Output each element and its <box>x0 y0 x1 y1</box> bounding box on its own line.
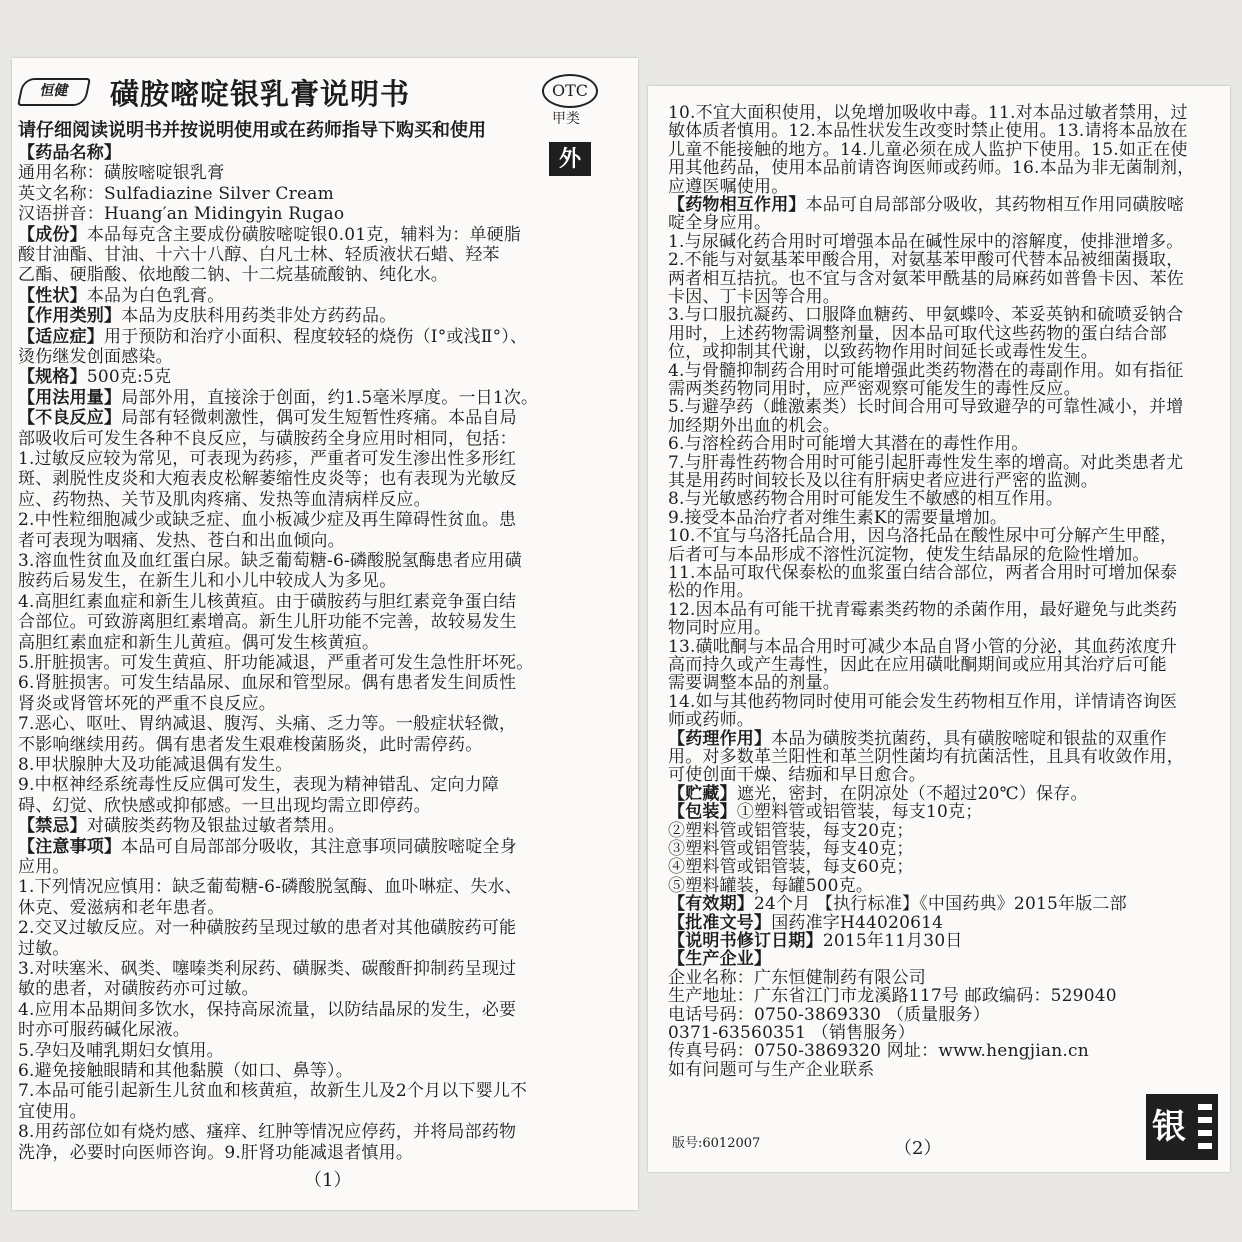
text-line <box>18 142 121 164</box>
version-number: 版号:6012007 <box>672 1136 761 1151</box>
text-line: 12.因本品有可能干扰青霉素类药物的杀菌作用，最好避免与此类药 <box>668 599 1178 620</box>
text-line: 【适应症】用于预防和治疗小面积、程度较轻的烧伤（Ⅰ°或浅Ⅱ°）、 <box>18 326 528 347</box>
text-line: 啶全身应用。 <box>668 213 772 234</box>
text-line: 1.过敏反应较为常见，可表现为药疹，严重者可发生渗出性多形红 <box>18 449 517 469</box>
text-line: 6.与溶栓药合用时可能增大其潜在的毒性作用。 <box>668 434 1029 455</box>
section-heading: 【药物相互作用】 <box>668 195 806 215</box>
section-heading: 【生产企业】 <box>668 949 772 970</box>
section-heading: 【包装】 <box>668 802 737 823</box>
text-line: 不影响继续用药。偶有患者发生艰难梭菌肠炎，此时需停药。 <box>18 734 483 755</box>
text-line: 敏体质者慎用。12.本品性状发生改变时禁止使用。13.请将本品放在 <box>668 121 1188 142</box>
text-line: 用时，上述药物需调整剂量，因本品可取代这些药物的蛋白结合部 <box>668 323 1167 344</box>
text-line: 休克、爱滋病和老年患者。 <box>18 897 225 918</box>
page-number-1: （1） <box>304 1170 352 1191</box>
usage-notice: 请仔细阅读说明书并按说明使用或在药师指导下购买和使用 <box>18 120 486 141</box>
text-line: 时亦可服药碱化尿液。 <box>18 1020 190 1041</box>
text-line: 10.不宜大面积使用，以免增加吸收中毒。11.对本品过敏者禁用，过 <box>668 103 1188 123</box>
text-line: 3.与口服抗凝药、口服降血糖药、甲氨蝶呤、苯妥英钠和硫喷妥钠合 <box>668 305 1184 326</box>
text-line: 7.本品可能引起新生儿贫血和核黄疸，故新生儿及2个月以下婴儿不 <box>18 1081 528 1102</box>
text-line: 位，或抑制其代谢，以致药物作用时间延长或毒性发生。 <box>668 342 1098 363</box>
text-line: 敏的患者，对磺胺药亦可过敏。 <box>18 979 259 1000</box>
text-line: 物同时应用。 <box>668 618 772 639</box>
text-line: 烫伤继发创面感染。 <box>18 347 173 367</box>
section-heading: 【性状】 <box>18 285 87 306</box>
text-line: 11.本品可取代保泰松的血浆蛋白结合部位，两者合用时可增加保泰 <box>668 563 1178 583</box>
text-line: 5.肝脏损害。可发生黄疸、肝功能减退，严重者可发生急性肝坏死。 <box>18 653 534 673</box>
section-heading: 【注意事项】 <box>18 836 122 857</box>
text-line: 【成份】本品每克含主要成份磺胺嘧啶银0.01克，辅料为：单硬脂 <box>18 224 522 245</box>
text-line: 后者可与本品形成不溶性沉淀物，使发生结晶尿的危险性增加。 <box>668 544 1150 565</box>
text-line: 儿童不能接触的地方。14.儿童必须在成人监护下使用。15.如正在使 <box>668 139 1188 160</box>
text-line: 通用名称：磺胺嘧啶银乳膏 <box>18 163 225 184</box>
badge-bars-icon <box>1198 1104 1212 1150</box>
text-line: 1.下列情况应慎用：缺乏葡萄糖-6-磷酸脱氢酶、血卟啉症、失水、 <box>18 877 522 898</box>
text-line: 2.中性粒细胞减少或缺乏症、血小板减少症及再生障碍性贫血。患 <box>18 510 517 531</box>
text-line: 8.甲状腺肿大及功能减退偶有发生。 <box>18 755 293 775</box>
section-heading: 【贮藏】 <box>668 783 737 804</box>
text-line: 应遵医嘱使用。 <box>668 176 789 197</box>
section-heading: 【不良反应】 <box>18 408 122 429</box>
text-line: 6.避免接触眼睛和其他黏膜（如口、鼻等）。 <box>18 1061 353 1081</box>
text-line: 斑、剥脱性皮炎和大疱表皮松解萎缩性皮炎等；也有表现为光敏反 <box>18 469 517 490</box>
text-line: 【贮藏】遮光，密封，在阴凉处（不超过20℃）保存。 <box>668 783 1088 804</box>
text-line: 3.对呋塞米、砜类、噻嗪类利尿药、磺脲类、碳酸酐抑制药呈现过 <box>18 959 517 979</box>
text-line: 2.不能与对氨基苯甲酸合用，对氨基苯甲酸可代替本品被细菌摄取， <box>668 250 1184 271</box>
text-line: 部吸收后可发生各种不良反应，与磺胺药全身应用时相同，包括： <box>18 428 517 449</box>
text-line: 【作用类别】本品为皮肤科用药类非处方药药品。 <box>18 306 397 327</box>
section-heading: 【成份】 <box>18 224 87 245</box>
text-line: 可使创面干燥、结痂和早日愈合。 <box>668 765 926 786</box>
text-line: 4.应用本品期间多饮水，保持高尿流量，以防结晶尿的发生，必要 <box>18 999 517 1020</box>
leaflet-page-2 <box>648 86 1230 1172</box>
text-line: 【包装】①塑料管或铝管装，每支10克； <box>668 802 983 823</box>
text-line: 8.用药部位如有烧灼感、瘙痒、红肿等情况应停药，并将局部药物 <box>18 1122 517 1143</box>
text-line: 英文名称：Sulfadiazine Silver Cream <box>18 183 334 204</box>
text-line: 7.恶心、呕吐、胃纳减退、腹泻、头痛、乏力等。一般症状轻微， <box>18 714 517 735</box>
text-line: 【禁忌】对磺胺类药物及银盐过敏者禁用。 <box>18 816 345 837</box>
otc-badge: OTC <box>542 74 598 108</box>
text-line: 【药物相互作用】本品可自局部部分吸收，其药物相互作用同磺胺嘧 <box>668 195 1185 215</box>
text-line: 者可表现为咽痛、发热、苍白和出血倾向。 <box>18 530 345 551</box>
text-line: 合部位。可致游离胆红素增高。新生儿肝功能不完善，故较易发生 <box>18 612 517 633</box>
section-heading: 【用法用量】 <box>18 387 122 408</box>
text-line: 用其他药品，使用本品前请咨询医师或药师。16.本品为非无菌制剂， <box>668 158 1195 179</box>
text-line: 企业名称：广东恒健制药有限公司 <box>668 967 926 988</box>
text-line: 13.磺吡酮与本品合用时可减少本品自肾小管的分泌，其血药浓度升 <box>668 636 1178 657</box>
text-line: 1.与尿碱化药合用时可增强本品在碱性尿中的溶解度，使排泄增多。 <box>668 231 1184 252</box>
text-line: 【说明书修订日期】2015年11月30日 <box>668 931 963 951</box>
text-line: 4.与骨髓抑制药合用时可能增强此类药物潜在的毒副作用。如有指征 <box>668 360 1184 381</box>
text-line: 其是用药时间较长及以往有肝病史者应进行严密的监测。 <box>668 471 1098 491</box>
document-title: 磺胺嘧啶银乳膏说明书 <box>110 77 411 111</box>
text-line: 碍、幻觉、欣快感或抑郁感。一旦出现均需立即停药。 <box>18 795 431 816</box>
text-line: 宜使用。 <box>18 1101 87 1122</box>
text-line: 【性状】本品为白色乳膏。 <box>18 285 225 306</box>
text-line: 【规格】500克:5克 <box>18 367 172 388</box>
text-line: 5.孕妇及哺乳期妇女慎用。 <box>18 1040 224 1061</box>
brand-logo: 恒健 <box>17 78 91 106</box>
text-line: 传真号码：0750-3869320 网址：www.hengjian.cn <box>668 1041 1089 1062</box>
page-number-2: （2） <box>894 1138 942 1159</box>
text-line: ⑤塑料罐装，每罐500克。 <box>668 875 874 896</box>
text-line: ④塑料管或铝管装，每支60克； <box>668 857 914 878</box>
text-line: 如有问题可与生产企业联系 <box>668 1059 875 1080</box>
text-line: 【批准文号】国药准字H44020614 <box>668 912 944 933</box>
text-line: 需要调整本品的剂量。 <box>668 673 840 694</box>
text-line: 加经期外出血的机会。 <box>668 415 840 436</box>
text-line: 3.溶血性贫血及血红蛋白尿。缺乏葡萄糖-6-磷酸脱氢酶患者应用磺 <box>18 551 522 571</box>
text-line: 6.肾脏损害。可发生结晶尿、血尿和管型尿。偶有患者发生间质性 <box>18 673 517 694</box>
text-line: 两者相互拮抗。也不宜与含对氨苯甲酰基的局麻药如普鲁卡因、苯佐 <box>668 268 1184 289</box>
text-line: 8.与光敏感药物合用时可能发生不敏感的相互作用。 <box>668 489 1064 510</box>
text-line: 电话号码：0750-3869330 （质量服务） <box>668 1004 990 1025</box>
text-line: 9.接受本品治疗者对维生素K的需要量增加。 <box>668 507 1008 528</box>
section-heading: 【作用类别】 <box>18 306 122 327</box>
text-line: 高胆红素血症和新生儿黄疸。偶可发生核黄疸。 <box>18 632 380 653</box>
text-line: 酸甘油酯、甘油、十六十八醇、白凡士林、轻质液状石蜡、羟苯 <box>18 245 500 265</box>
text-line: 师或药师。 <box>668 710 754 731</box>
text-line: 【注意事项】本品可自局部部分吸收，其注意事项同磺胺嘧啶全身 <box>18 836 517 857</box>
text-line: 汉语拼音：Huang′an Midingyin Rugao <box>18 204 345 225</box>
text-line: 7.与肝毒性药物合用时可能引起肝毒性发生率的增高。对此类患者尤 <box>668 452 1184 473</box>
section-heading: 【药品名称】 <box>18 143 122 163</box>
section-heading: 【禁忌】 <box>18 816 87 837</box>
text-line: 肾炎或肾管坏死的严重不良反应。 <box>18 693 276 714</box>
text-line: 5.与避孕药（雌激素类）长时间合用可导致避孕的可靠性减小，并增 <box>668 397 1184 418</box>
external-use-badge: 外 <box>549 142 591 176</box>
text-line: 过敏。 <box>18 938 70 959</box>
text-line: 卡因、丁卡因等合用。 <box>668 287 840 307</box>
text-line: 高而持久或产生毒性，因此在应用磺吡酮期间或应用其治疗后可能 <box>668 655 1167 675</box>
text-line: 【不良反应】局部有轻微刺激性，偶可发生短暂性疼痛。本品自局 <box>18 408 517 429</box>
section-heading: 【说明书修订日期】 <box>668 931 823 951</box>
otc-class-label: 甲类 <box>552 111 580 127</box>
leaflet-page-1 <box>12 58 638 1210</box>
text-line: ③塑料管或铝管装，每支40克； <box>668 839 914 859</box>
text-line: 0371-63560351 （销售服务） <box>668 1023 915 1043</box>
text-line: 【药理作用】本品为磺胺类抗菌药，具有磺胺嘧啶和银盐的双重作 <box>668 728 1167 749</box>
text-line: 应、药物热、关节及肌肉疼痛、发热等血清病样反应。 <box>18 489 431 510</box>
text-line: 用。对多数革兰阳性和革兰阴性菌均有抗菌活性，且具有收敛作用， <box>668 747 1184 767</box>
text-line: 松的作用。 <box>668 581 754 602</box>
text-line: 【有效期】24个月 【执行标准】《中国药典》2015年版二部 <box>668 894 1127 915</box>
text-line: 需两类药物同用时，应严密观察可能发生的毒性反应。 <box>668 379 1081 399</box>
text-line: 9.中枢神经系统毒性反应偶可发生，表现为精神错乱、定向力障 <box>18 775 500 796</box>
text-line: 乙酯、硬脂酸、依地酸二钠、十二烷基硫酸钠、纯化水。 <box>18 265 448 286</box>
section-heading: 【规格】 <box>18 367 87 388</box>
section-heading: 【批准文号】 <box>668 912 772 933</box>
text-line: 【用法用量】局部外用，直接涂于创面，约1.5毫米厚度。一日1次。 <box>18 387 539 408</box>
silver-badge-text: 银 <box>1152 1107 1186 1147</box>
text-line: 洗净，必要时向医师咨询。9.肝肾功能减退者慎用。 <box>18 1142 414 1163</box>
silver-badge <box>1146 1094 1218 1160</box>
text-line: 4.高胆红素血症和新生儿核黄疸。由于磺胺药与胆红素竞争蛋白结 <box>18 591 517 612</box>
section-heading: 【有效期】 <box>668 894 754 915</box>
text-line: 10.不宜与乌洛托品合用，因乌洛托品在酸性尿中可分解产生甲醛， <box>668 526 1178 547</box>
text-line: 应用。 <box>18 857 70 877</box>
text-line: 生产地址：广东省江门市龙溪路117号 邮政编码：529040 <box>668 986 1117 1007</box>
section-heading: 【适应症】 <box>18 326 104 347</box>
text-line: 14.如与其他药物同时使用可能会发生药物相互作用，详情请咨询医 <box>668 691 1178 712</box>
text-line: 2.交叉过敏反应。对一种磺胺药呈现过敏的患者对其他磺胺药可能 <box>18 918 517 939</box>
section-heading: 【药理作用】 <box>668 728 772 749</box>
text-line: ②塑料管或铝管装，每支20克； <box>668 820 914 841</box>
text-line: 胺药后易发生，在新生儿和小儿中较成人为多见。 <box>18 571 397 592</box>
